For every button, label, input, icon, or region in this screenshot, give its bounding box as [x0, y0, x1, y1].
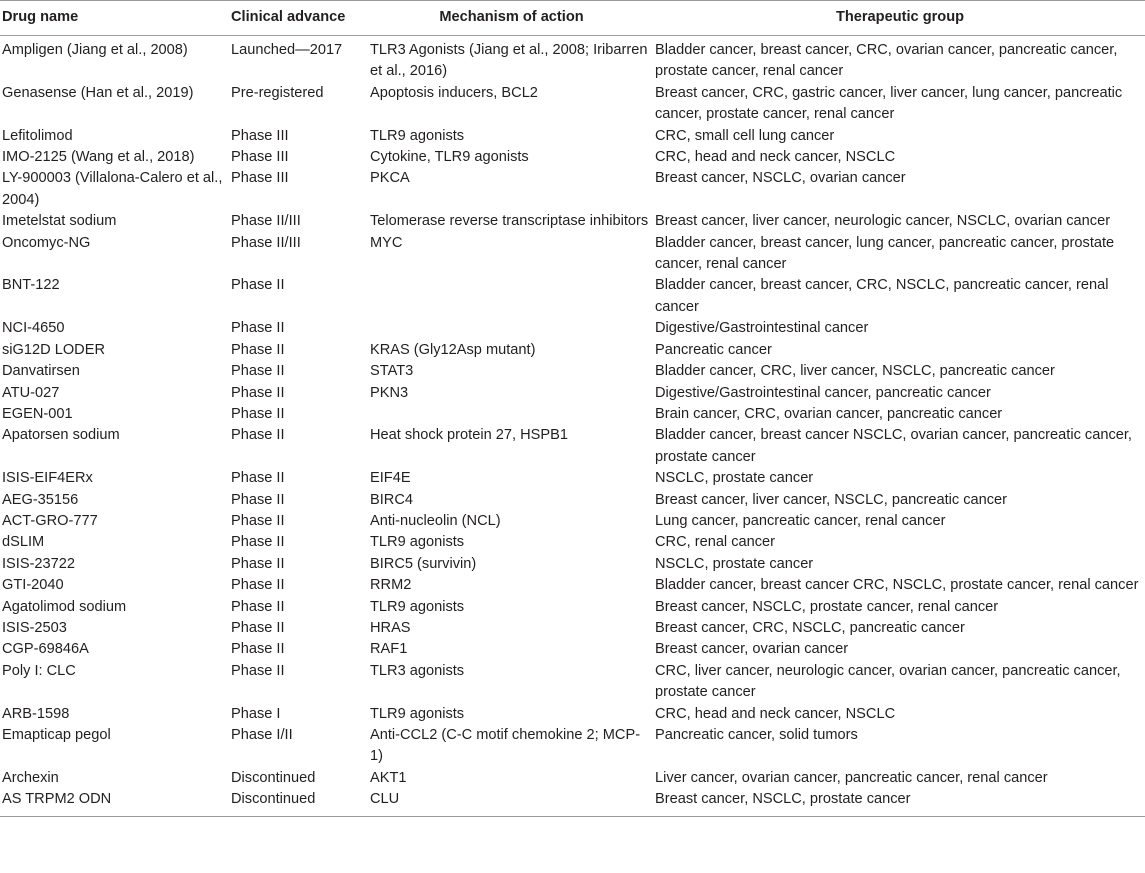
cell-drug-name: Apatorsen sodium [2, 427, 120, 444]
cell-clinical-advance: Phase II/III [231, 213, 301, 230]
table-row [0, 147, 1145, 168]
cell-mechanism: Anti-CCL2 (C-C motif chemokine 2; MCP-1) [370, 727, 641, 765]
cell-mechanism: TLR3 agonists [370, 662, 465, 679]
cell-clinical-advance: Pre-registered [231, 84, 324, 101]
cell-clinical-advance: Phase II [231, 277, 285, 294]
cell-therapeutic-group: Bladder cancer, breast cancer CRC, NSCLC, prostate cancer, renal cancer [655, 577, 1139, 594]
cell-clinical-advance: Phase II [231, 555, 285, 572]
table-row [0, 383, 1145, 404]
header-row [0, 1, 1145, 36]
table-row [0, 404, 1145, 425]
cell-mechanism [368, 404, 653, 425]
table-row [0, 126, 1145, 147]
cell-drug-name: Emapticap pegol [2, 727, 111, 743]
table-row [0, 725, 1145, 768]
cell-therapeutic-group: Pancreatic cancer [655, 341, 772, 358]
table-body [0, 36, 1145, 817]
cell-therapeutic-group: Digestive/Gastrointestinal cancer [655, 320, 869, 337]
cell-mechanism: TLR9 agonists [370, 705, 465, 722]
cell-mechanism: AKT1 [370, 769, 407, 786]
table-row [0, 425, 1145, 468]
cell-therapeutic-group: Digestive/Gastrointestinal cancer, pancreatic cancer [655, 384, 991, 401]
cell-therapeutic-group: Lung cancer, pancreatic cancer, renal cancer [655, 512, 946, 529]
cell-mechanism: HRAS [370, 619, 411, 636]
table-row [0, 275, 1145, 318]
cell-clinical-advance: Phase II [231, 619, 285, 636]
table-row [0, 468, 1145, 489]
cell-mechanism: Telomerase reverse transcriptase inhibitors [370, 213, 649, 230]
table-row [0, 36, 1145, 83]
cell-drug-name: NCI-4650 [2, 320, 65, 337]
cell-clinical-advance: Discontinued [229, 789, 368, 816]
cell-drug-name: BNT-122 [2, 277, 60, 294]
cell-clinical-advance: Phase I/II [231, 727, 293, 743]
cell-clinical-advance: Phase II [231, 320, 285, 337]
table-row [0, 597, 1145, 618]
cell-therapeutic-group: NSCLC, prostate cancer [655, 470, 814, 487]
cell-drug-name: Lefitolimod [2, 127, 73, 144]
cell-clinical-advance: Phase II [231, 470, 285, 487]
cell-drug-name: ACT-GRO-777 [2, 512, 98, 529]
cell-drug-name: ISIS-23722 [2, 555, 76, 572]
cell-drug-name: dSLIM [2, 534, 45, 551]
cell-drug-name: AEG-35156 [2, 491, 79, 508]
cell-mechanism: EIF4E [370, 470, 411, 487]
table-row [0, 532, 1145, 553]
table-row [0, 318, 1145, 339]
cell-clinical-advance: Discontinued [231, 769, 316, 786]
cell-mechanism: BIRC4 [370, 491, 413, 508]
table-row [0, 575, 1145, 596]
cell-therapeutic-group: Breast cancer, CRC, gastric cancer, liver cancer, lung cancer, pancreatic cancer, prostate cancer, renal cancer [655, 84, 1123, 123]
cell-clinical-advance: Phase II [231, 662, 285, 679]
cell-therapeutic-group: Pancreatic cancer, solid tumors [655, 727, 858, 743]
cell-drug-name: Imetelstat sodium [2, 213, 117, 230]
cell-therapeutic-group: NSCLC, prostate cancer [655, 555, 814, 572]
cell-therapeutic-group: Breast cancer, CRC, NSCLC, pancreatic cancer [655, 619, 965, 636]
cell-therapeutic-group: Breast cancer, ovarian cancer [655, 641, 849, 658]
header-drug-name: Drug name [0, 1, 229, 36]
cell-therapeutic-group: CRC, head and neck cancer, NSCLC [655, 705, 896, 722]
table-row [0, 704, 1145, 725]
cell-drug-name: EGEN-001 [2, 405, 73, 422]
cell-drug-name: Oncomyc-NG [2, 234, 91, 251]
cell-mechanism [368, 275, 653, 318]
cell-clinical-advance: Phase III [231, 127, 289, 144]
cell-mechanism: RAF1 [370, 641, 408, 658]
cell-therapeutic-group: Breast cancer, NSCLC, prostate cancer [653, 789, 1145, 816]
cell-therapeutic-group: Bladder cancer, breast cancer, CRC, NSCLC, pancreatic cancer, renal cancer [655, 277, 1109, 315]
cell-mechanism: Cytokine, TLR9 agonists [370, 149, 529, 166]
cell-therapeutic-group: Bladder cancer, CRC, liver cancer, NSCLC, pancreatic cancer [655, 363, 1055, 380]
cell-mechanism: TLR9 agonists [370, 598, 465, 615]
cell-drug-name: ISIS-EIF4ERx [2, 470, 93, 487]
cell-clinical-advance: Phase II [231, 534, 285, 551]
cell-therapeutic-group: CRC, head and neck cancer, NSCLC [655, 149, 896, 166]
header-clinical-advance: Clinical advance [229, 1, 368, 36]
cell-mechanism: STAT3 [370, 363, 414, 380]
cell-mechanism: RRM2 [370, 577, 412, 594]
table-row [0, 490, 1145, 511]
cell-therapeutic-group: Breast cancer, liver cancer, neurologic cancer, NSCLC, ovarian cancer [655, 213, 1111, 230]
table-row [0, 618, 1145, 639]
table-row [0, 168, 1145, 211]
header-therapeutic-group: Therapeutic group [653, 1, 1145, 36]
cell-drug-name: GTI-2040 [2, 577, 64, 594]
cell-therapeutic-group: CRC, liver cancer, neurologic cancer, ovarian cancer, pancreatic cancer, prostate cancer [655, 662, 1121, 701]
cell-clinical-advance: Phase II [231, 363, 285, 380]
cell-mechanism: TLR9 agonists [370, 534, 465, 551]
cell-drug-name: IMO-2125 (Wang et al., 2018) [2, 149, 195, 166]
cell-clinical-advance: Phase II [231, 577, 285, 594]
cell-mechanism: Anti-nucleolin (NCL) [370, 512, 501, 529]
table-header [0, 1, 1145, 36]
cell-mechanism: KRAS (Gly12Asp mutant) [370, 341, 536, 358]
table-row [0, 361, 1145, 382]
cell-drug-name: Genasense (Han et al., 2019) [2, 84, 194, 101]
cell-drug-name: LY-900003 (Villalona-Calero et al., 2004) [2, 170, 223, 208]
cell-therapeutic-group: Brain cancer, CRC, ovarian cancer, pancreatic cancer [655, 405, 1003, 422]
cell-mechanism: PKCA [370, 170, 410, 187]
cell-drug-name: ISIS-2503 [2, 619, 67, 636]
cell-clinical-advance: Phase II [231, 641, 285, 658]
cell-clinical-advance: Phase III [231, 149, 289, 166]
cell-drug-name: Ampligen (Jiang et al., 2008) [2, 42, 188, 58]
cell-clinical-advance: Phase II [231, 384, 285, 401]
cell-clinical-advance: Phase II [231, 512, 285, 529]
cell-drug-name: ARB-1598 [2, 705, 70, 722]
table-row [0, 789, 1145, 816]
cell-mechanism: Apoptosis inducers, BCL2 [370, 84, 538, 101]
cell-therapeutic-group: Breast cancer, NSCLC, prostate cancer, renal cancer [655, 598, 999, 615]
cell-clinical-advance: Phase II [231, 598, 285, 615]
table-row [0, 340, 1145, 361]
cell-mechanism [368, 318, 653, 339]
table-row [0, 233, 1145, 276]
cell-therapeutic-group: CRC, small cell lung cancer [655, 127, 835, 144]
cell-mechanism: TLR3 Agonists (Jiang et al., 2008; Iribarren et al., 2016) [370, 42, 648, 80]
cell-drug-name: Poly I: CLC [2, 662, 76, 679]
cell-mechanism: MYC [370, 234, 403, 251]
cell-clinical-advance: Launched—2017 [231, 42, 343, 58]
cell-clinical-advance: Phase III [231, 170, 289, 187]
cell-drug-name: Archexin [2, 769, 59, 786]
table-row [0, 554, 1145, 575]
cell-drug-name: Agatolimod sodium [2, 598, 127, 615]
cell-mechanism: Heat shock protein 27, HSPB1 [370, 427, 568, 444]
cell-clinical-advance: Phase II [231, 341, 285, 358]
table-row [0, 639, 1145, 660]
table-row [0, 511, 1145, 532]
cell-therapeutic-group: Bladder cancer, breast cancer, CRC, ovarian cancer, pancreatic cancer, prostate cancer, renal cancer [655, 42, 1118, 80]
cell-therapeutic-group: CRC, renal cancer [655, 534, 776, 551]
cell-mechanism: TLR9 agonists [370, 127, 465, 144]
cell-drug-name: Danvatirsen [2, 363, 80, 380]
table-row [0, 768, 1145, 789]
cell-therapeutic-group: Bladder cancer, breast cancer, lung cancer, pancreatic cancer, prostate cancer, renal cancer [655, 234, 1115, 273]
cell-clinical-advance: Phase II/III [231, 234, 301, 251]
cell-mechanism: CLU [368, 789, 653, 816]
cell-drug-name: ATU-027 [2, 384, 60, 401]
table-row [0, 661, 1145, 704]
table-row [0, 211, 1145, 232]
header-mechanism: Mechanism of action [368, 1, 653, 36]
cell-drug-name: AS TRPM2 ODN [0, 789, 229, 816]
cell-therapeutic-group: Breast cancer, liver cancer, NSCLC, pancreatic cancer [655, 491, 1008, 508]
cell-mechanism: BIRC5 (survivin) [370, 555, 477, 572]
cell-therapeutic-group: Breast cancer, NSCLC, ovarian cancer [655, 170, 906, 187]
cell-clinical-advance: Phase II [231, 491, 285, 508]
cell-therapeutic-group: Bladder cancer, breast cancer NSCLC, ovarian cancer, pancreatic cancer, prostate cancer [655, 427, 1132, 465]
cell-drug-name: CGP-69846A [2, 641, 89, 658]
cell-drug-name: siG12D LODER [2, 341, 105, 358]
cell-clinical-advance: Phase II [231, 405, 285, 422]
cell-clinical-advance: Phase II [231, 427, 285, 444]
table-row [0, 83, 1145, 126]
cell-mechanism: PKN3 [370, 384, 409, 401]
cell-clinical-advance: Phase I [231, 705, 281, 722]
cell-therapeutic-group: Liver cancer, ovarian cancer, pancreatic cancer, renal cancer [655, 769, 1048, 786]
